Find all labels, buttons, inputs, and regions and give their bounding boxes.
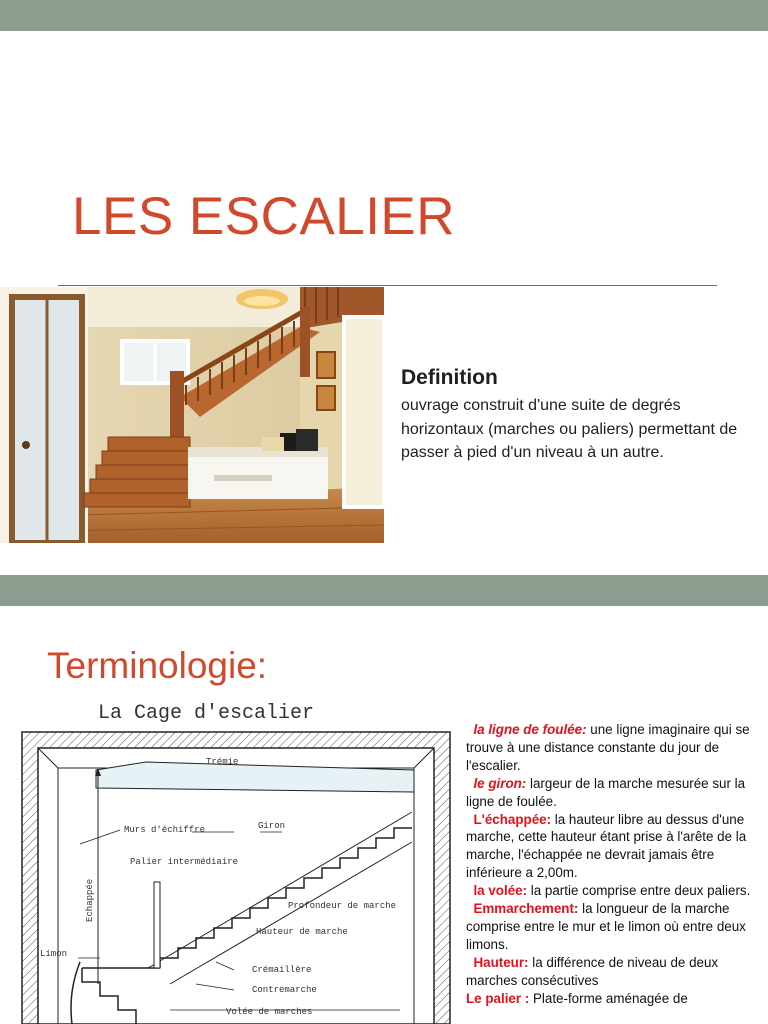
- term-desc: la hauteur libre au dessus d'une marche, cette hauteur étant prise à l'arête de la marche, l'échappée ne devrait jamais être inférieure a 2,00m.: [466, 811, 747, 881]
- term-label: Le palier :: [466, 990, 530, 1006]
- slide2-top-band: [0, 575, 768, 606]
- term-item: [466, 882, 758, 900]
- label-cremaillere: Crémaillère: [252, 965, 312, 975]
- label-profondeur: Profondeur de marche: [288, 901, 397, 911]
- title-underline: [58, 285, 717, 286]
- term-desc: une ligne imaginaire qui se trouve à une distance constante du jour de l'escalier.: [466, 722, 750, 773]
- label-limon: Limon: [40, 949, 68, 959]
- term-item: [466, 775, 758, 811]
- label-murs: Murs d'échiffre: [124, 825, 206, 835]
- label-giron: Giron: [258, 821, 286, 831]
- label-echappee: Echappée: [85, 878, 95, 922]
- stair-cage-diagram: [20, 692, 452, 1024]
- slide-gap: [0, 544, 768, 575]
- label-palier: Palier intermédiaire: [130, 857, 239, 867]
- staircase-photo: [0, 287, 384, 543]
- label-hauteur: Hauteur de marche: [256, 927, 348, 937]
- term-desc: la partie comprise entre deux paliers.: [527, 883, 751, 899]
- term-label: Hauteur:: [473, 954, 529, 970]
- term-label: Emmarchement:: [473, 901, 579, 917]
- term-item: [466, 990, 758, 1008]
- terminology-list: [466, 721, 758, 1008]
- slide-title: LES ESCALIER: [72, 187, 456, 246]
- terminology-title: Terminologie:: [47, 645, 268, 686]
- slide-top-band: [0, 0, 768, 31]
- term-desc: la différence de niveau de deux marches consécutives: [466, 954, 719, 988]
- definition-heading: Definition: [401, 366, 498, 389]
- diagram-heading: La Cage d'escalier: [98, 702, 315, 725]
- term-desc: largeur de la marche mesurée sur la ligne de foulée.: [466, 775, 746, 809]
- term-item: [466, 954, 758, 990]
- term-item: [466, 811, 758, 883]
- term-label: la volée:: [473, 883, 528, 899]
- term-item: [466, 900, 758, 954]
- term-label: L'échappée:: [473, 811, 552, 827]
- term-label: la ligne de foulée:: [473, 722, 587, 737]
- definition-block: [401, 366, 761, 465]
- definition-text: ouvrage construit d'une suite de degrés horizontaux (marches ou paliers) permettant de passer à pied d'un niveau à un autre.: [401, 397, 738, 461]
- term-item: [466, 721, 758, 775]
- term-desc: Plate-forme aménagée de: [529, 990, 688, 1006]
- term-desc: la longueur de la marche comprise entre le mur et le limon où entre deux limons.: [466, 901, 746, 952]
- term-label: le giron:: [473, 775, 527, 791]
- label-volee: Volée de marches: [226, 1007, 313, 1017]
- label-contremarche: Contremarche: [252, 985, 317, 995]
- label-tremie: Trémie: [206, 757, 239, 767]
